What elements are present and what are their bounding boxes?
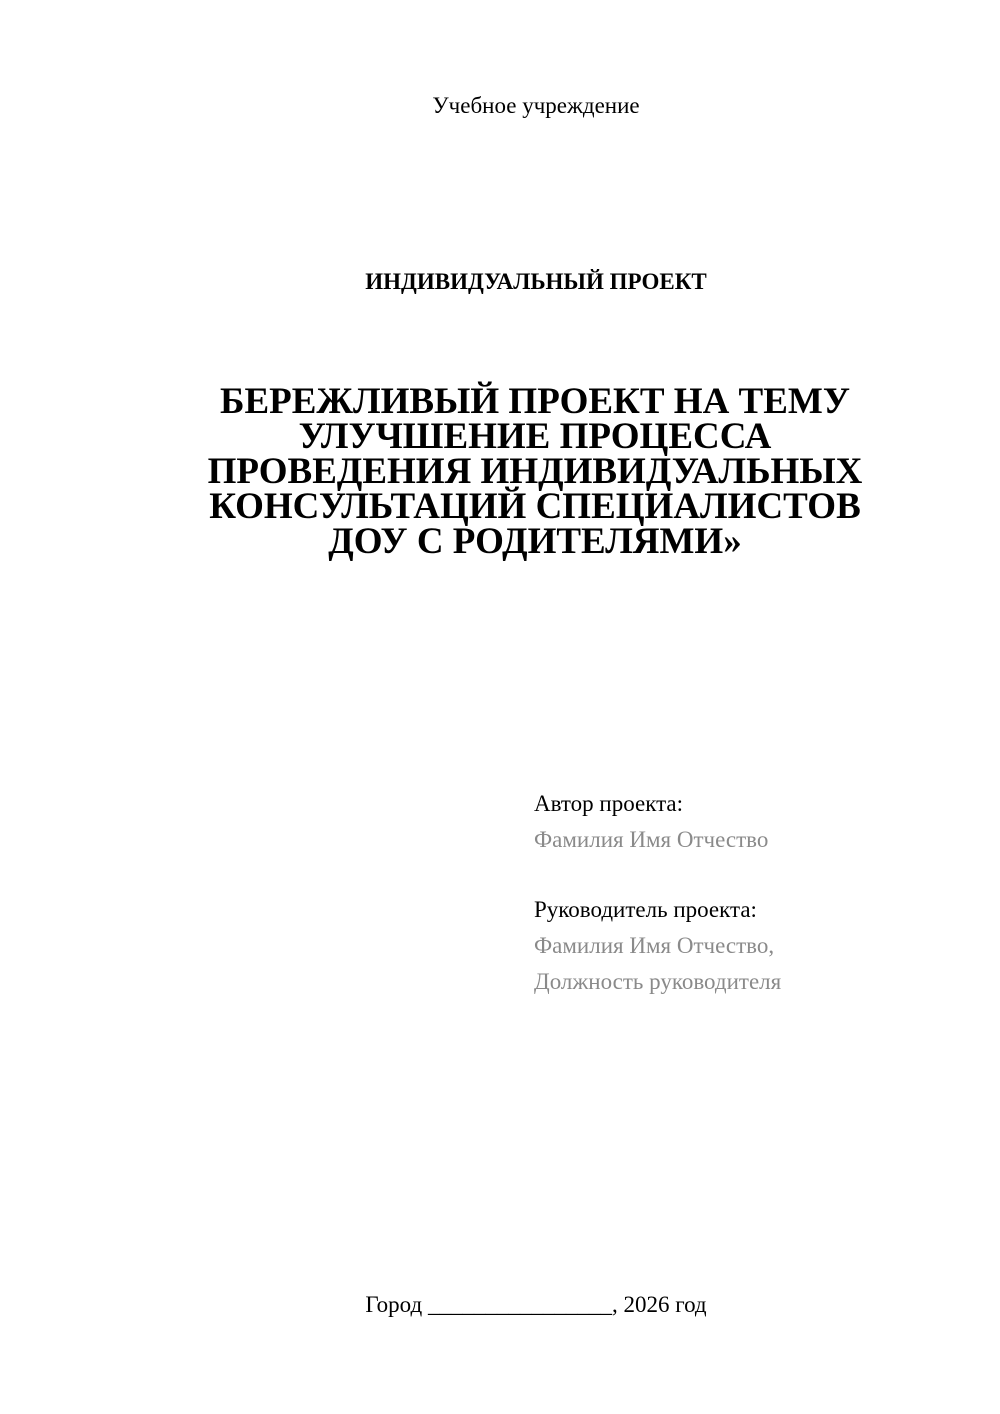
author-label: Автор проекта: — [534, 791, 683, 816]
document-type-heading: ИНДИВИДУАЛЬНЫЙ ПРОЕКТ — [365, 269, 707, 294]
supervisor-position: Должность руководителя — [534, 969, 782, 994]
project-title-line: БЕРЕЖЛИВЫЙ ПРОЕКТ НА ТЕМУ — [220, 381, 850, 422]
institution-name: Учебное учреждение — [432, 93, 640, 118]
spacer — [534, 858, 974, 892]
project-title-line: УЛУЧШЕНИЕ ПРОЦЕССА — [298, 416, 772, 457]
project-title-line: ДОУ С РОДИТЕЛЯМИ» — [328, 521, 742, 562]
project-title-line: ПРОВЕДЕНИЯ ИНДИВИДУАЛЬНЫХ — [207, 451, 863, 492]
author-name: Фамилия Имя Отчество — [534, 827, 769, 852]
supervisor-label: Руководитель проекта: — [534, 897, 757, 922]
project-title-line: КОНСУЛЬТАЦИЙ СПЕЦИАЛИСТОВ — [209, 486, 861, 527]
authors-block — [534, 786, 974, 1000]
project-title — [170, 381, 900, 562]
city-year-footer: Город ________________, 2026 год — [365, 1292, 707, 1317]
supervisor-name: Фамилия Имя Отчество, — [534, 933, 775, 958]
